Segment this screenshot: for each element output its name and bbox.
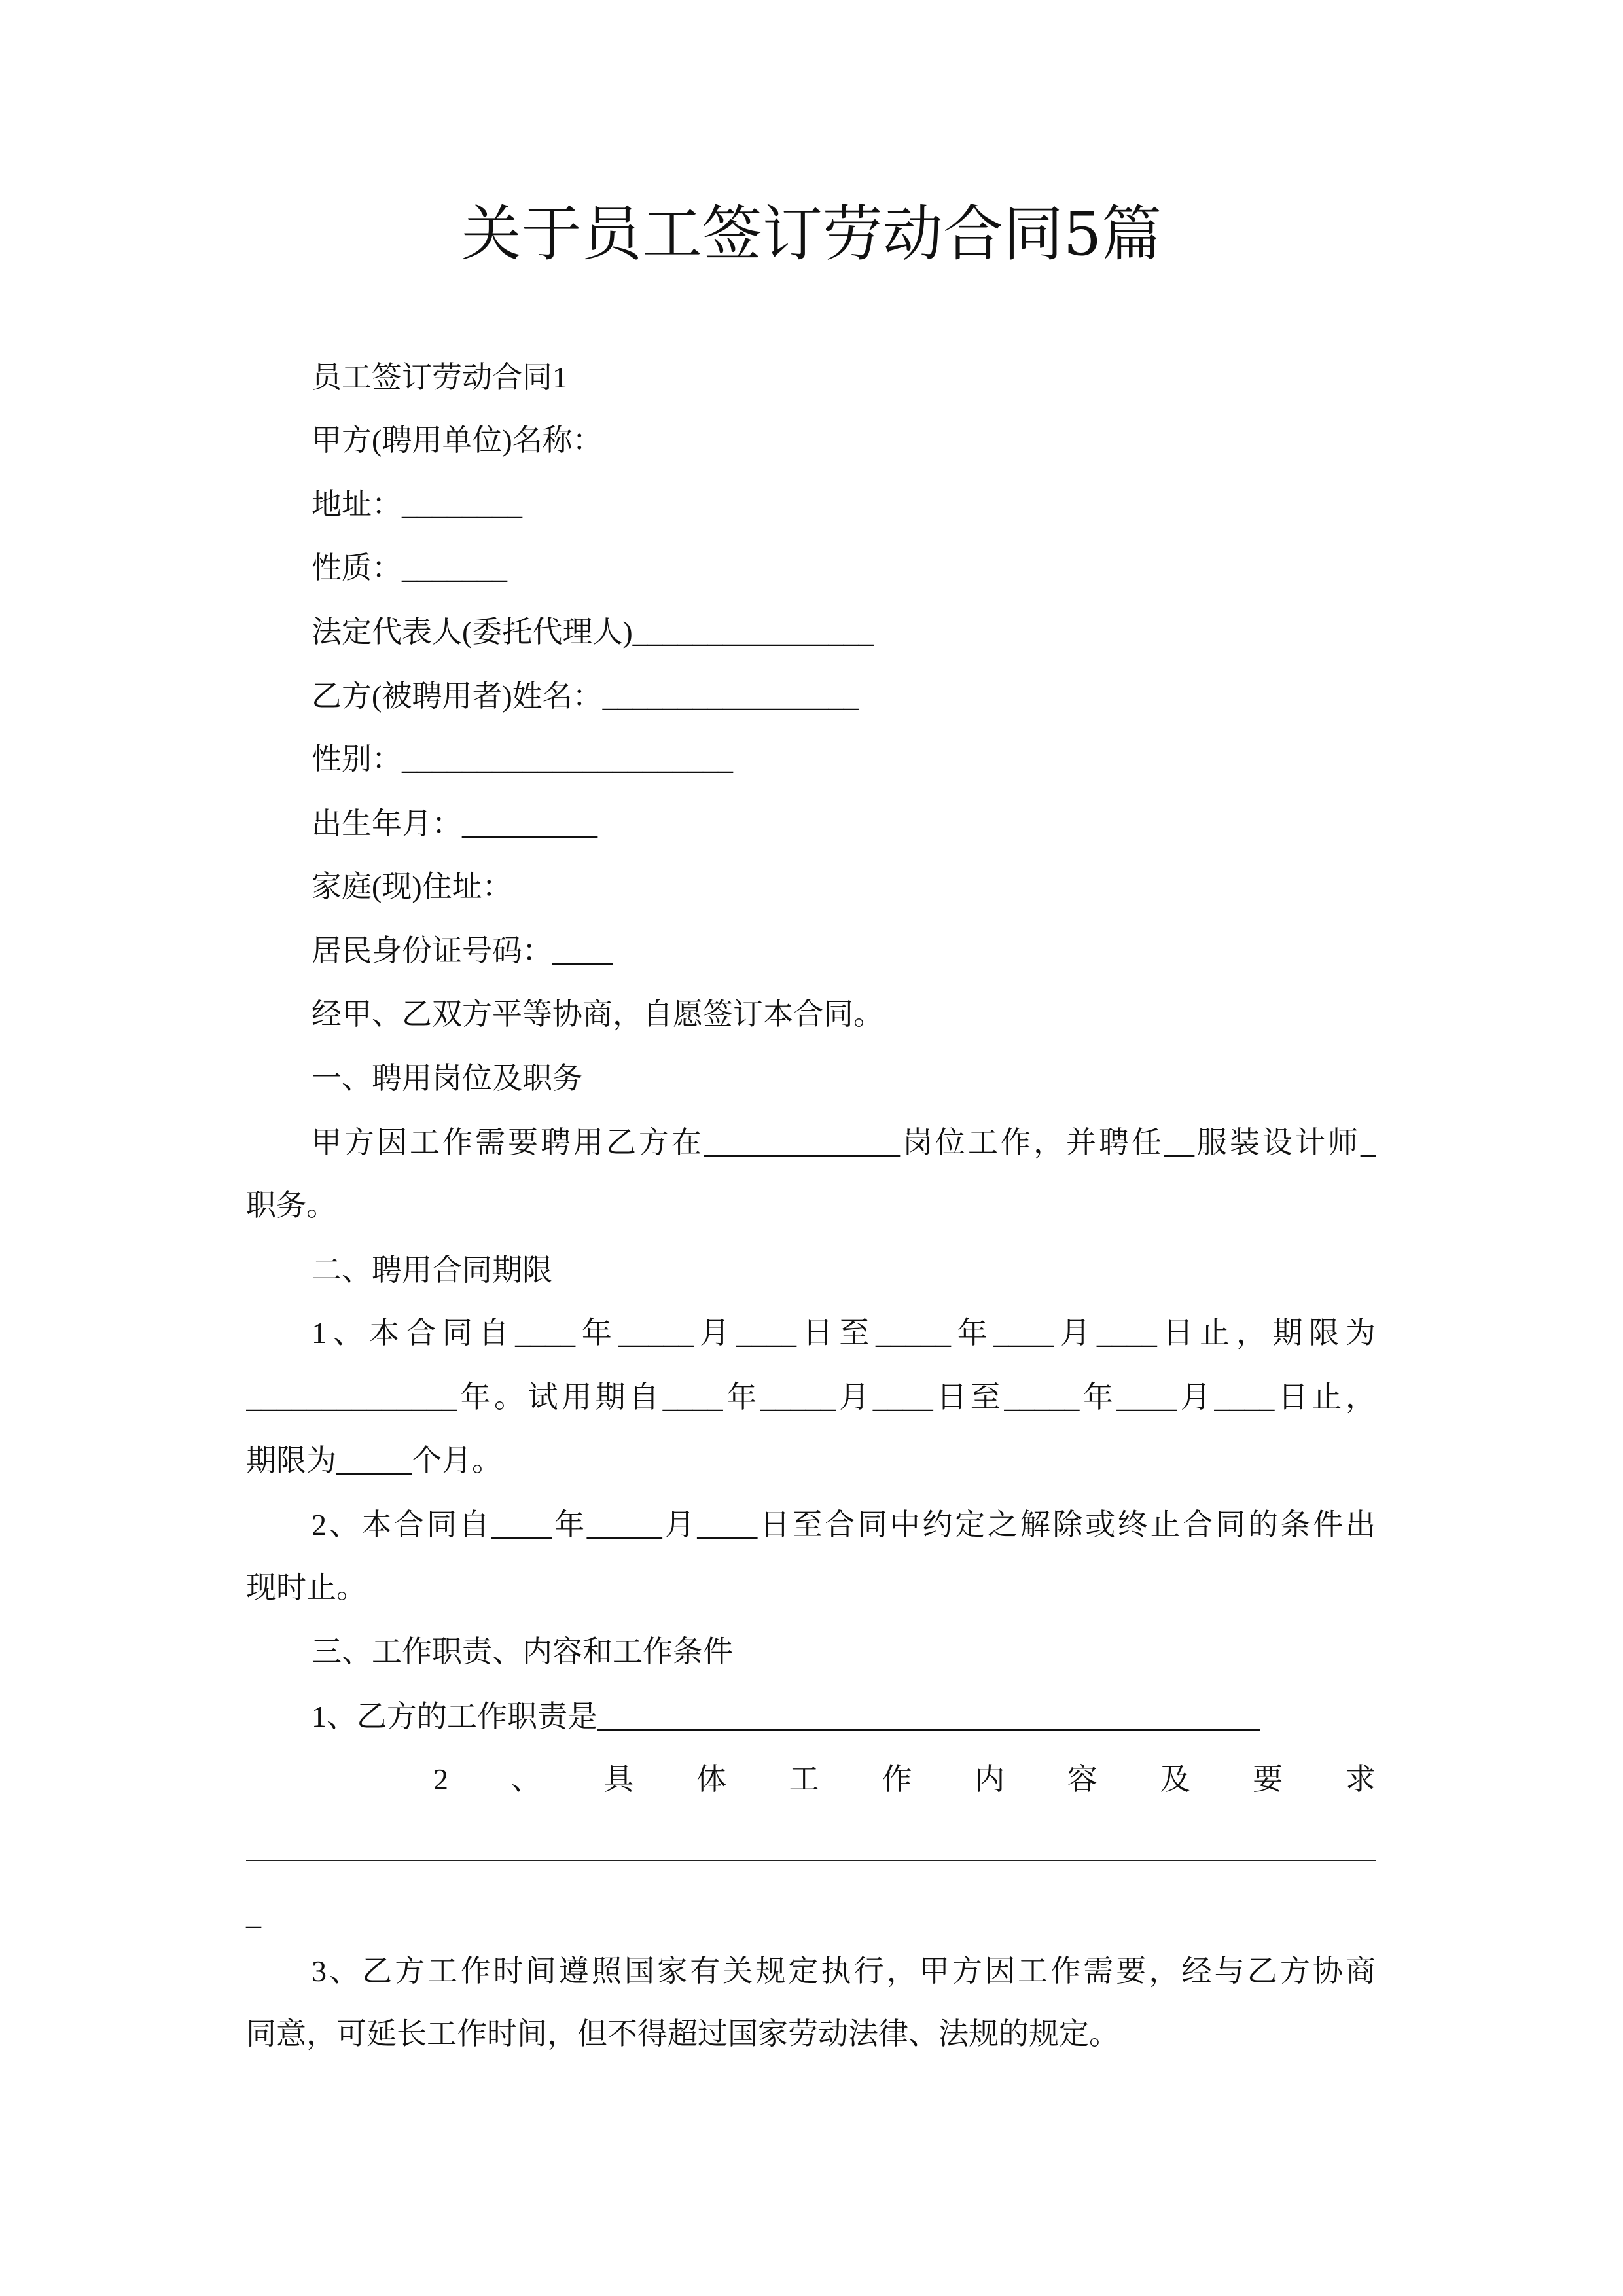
blank-line <box>246 1860 1376 1861</box>
legal-representative-field: 法定代表人(委托代理人)________________ <box>312 615 874 649</box>
duties-field: 1、乙方的工作职责是____________________________________________ <box>312 1700 1260 1733</box>
home-address-field: 家庭(现)住址： <box>312 870 512 903</box>
party-b-name-field: 乙方(被聘用者)姓名：_________________ <box>312 679 859 713</box>
position-paragraph: 甲方因工作需要聘用乙方在_____________岗位工作，并聘任__服装设计师_ <box>312 1126 1376 1159</box>
working-hours-paragraph-cont: 同意，可延长工作时间，但不得超过国家劳动法律、法规的规定。 <box>246 2017 1119 2051</box>
work-content-field: 2、具体工作内容及要求 <box>433 1763 1376 1796</box>
blank-line-end: _ <box>246 1897 261 1931</box>
birth-date-field: 出生年月：_________ <box>312 807 597 840</box>
id-number-field: 居民身份证号码：____ <box>312 934 613 967</box>
agreement-statement: 经甲、乙双方平等协商，自愿签订本合同。 <box>312 997 883 1031</box>
section-1-heading: 一、聘用岗位及职务 <box>312 1062 582 1095</box>
term-2-paragraph: 2、本合同自____年_____月____日至合同中约定之解除或终止合同的条件出 <box>312 1508 1376 1541</box>
address-field: 地址：________ <box>312 488 522 521</box>
nature-field: 性质：_______ <box>312 551 507 584</box>
section-3-heading: 三、工作职责、内容和工作条件 <box>312 1635 733 1668</box>
working-hours-paragraph: 3、乙方工作时间遵照国家有关规定执行，甲方因工作需要，经与乙方协商 <box>312 1954 1376 1988</box>
term-paragraph-cont: ______________年。试用期自____年_____月____日至_____年____月____日止， <box>246 1380 1376 1414</box>
term-paragraph-end: 期限为_____个月。 <box>246 1444 502 1477</box>
term-2-paragraph-cont: 现时止。 <box>246 1571 366 1604</box>
position-paragraph-cont: 职务。 <box>246 1189 336 1222</box>
section-2-heading: 二、聘用合同期限 <box>312 1253 552 1287</box>
gender-field: 性别：______________________ <box>312 742 733 776</box>
party-a-name-field: 甲方(聘用单位)名称： <box>312 423 603 457</box>
contract-heading: 员工签订劳动合同1 <box>312 361 567 394</box>
document-title: 关于员工签订劳动合同5篇 <box>461 199 1162 269</box>
term-paragraph: 1、本合同自____年_____月____日至_____年____月____日止，期限为 <box>312 1316 1376 1350</box>
